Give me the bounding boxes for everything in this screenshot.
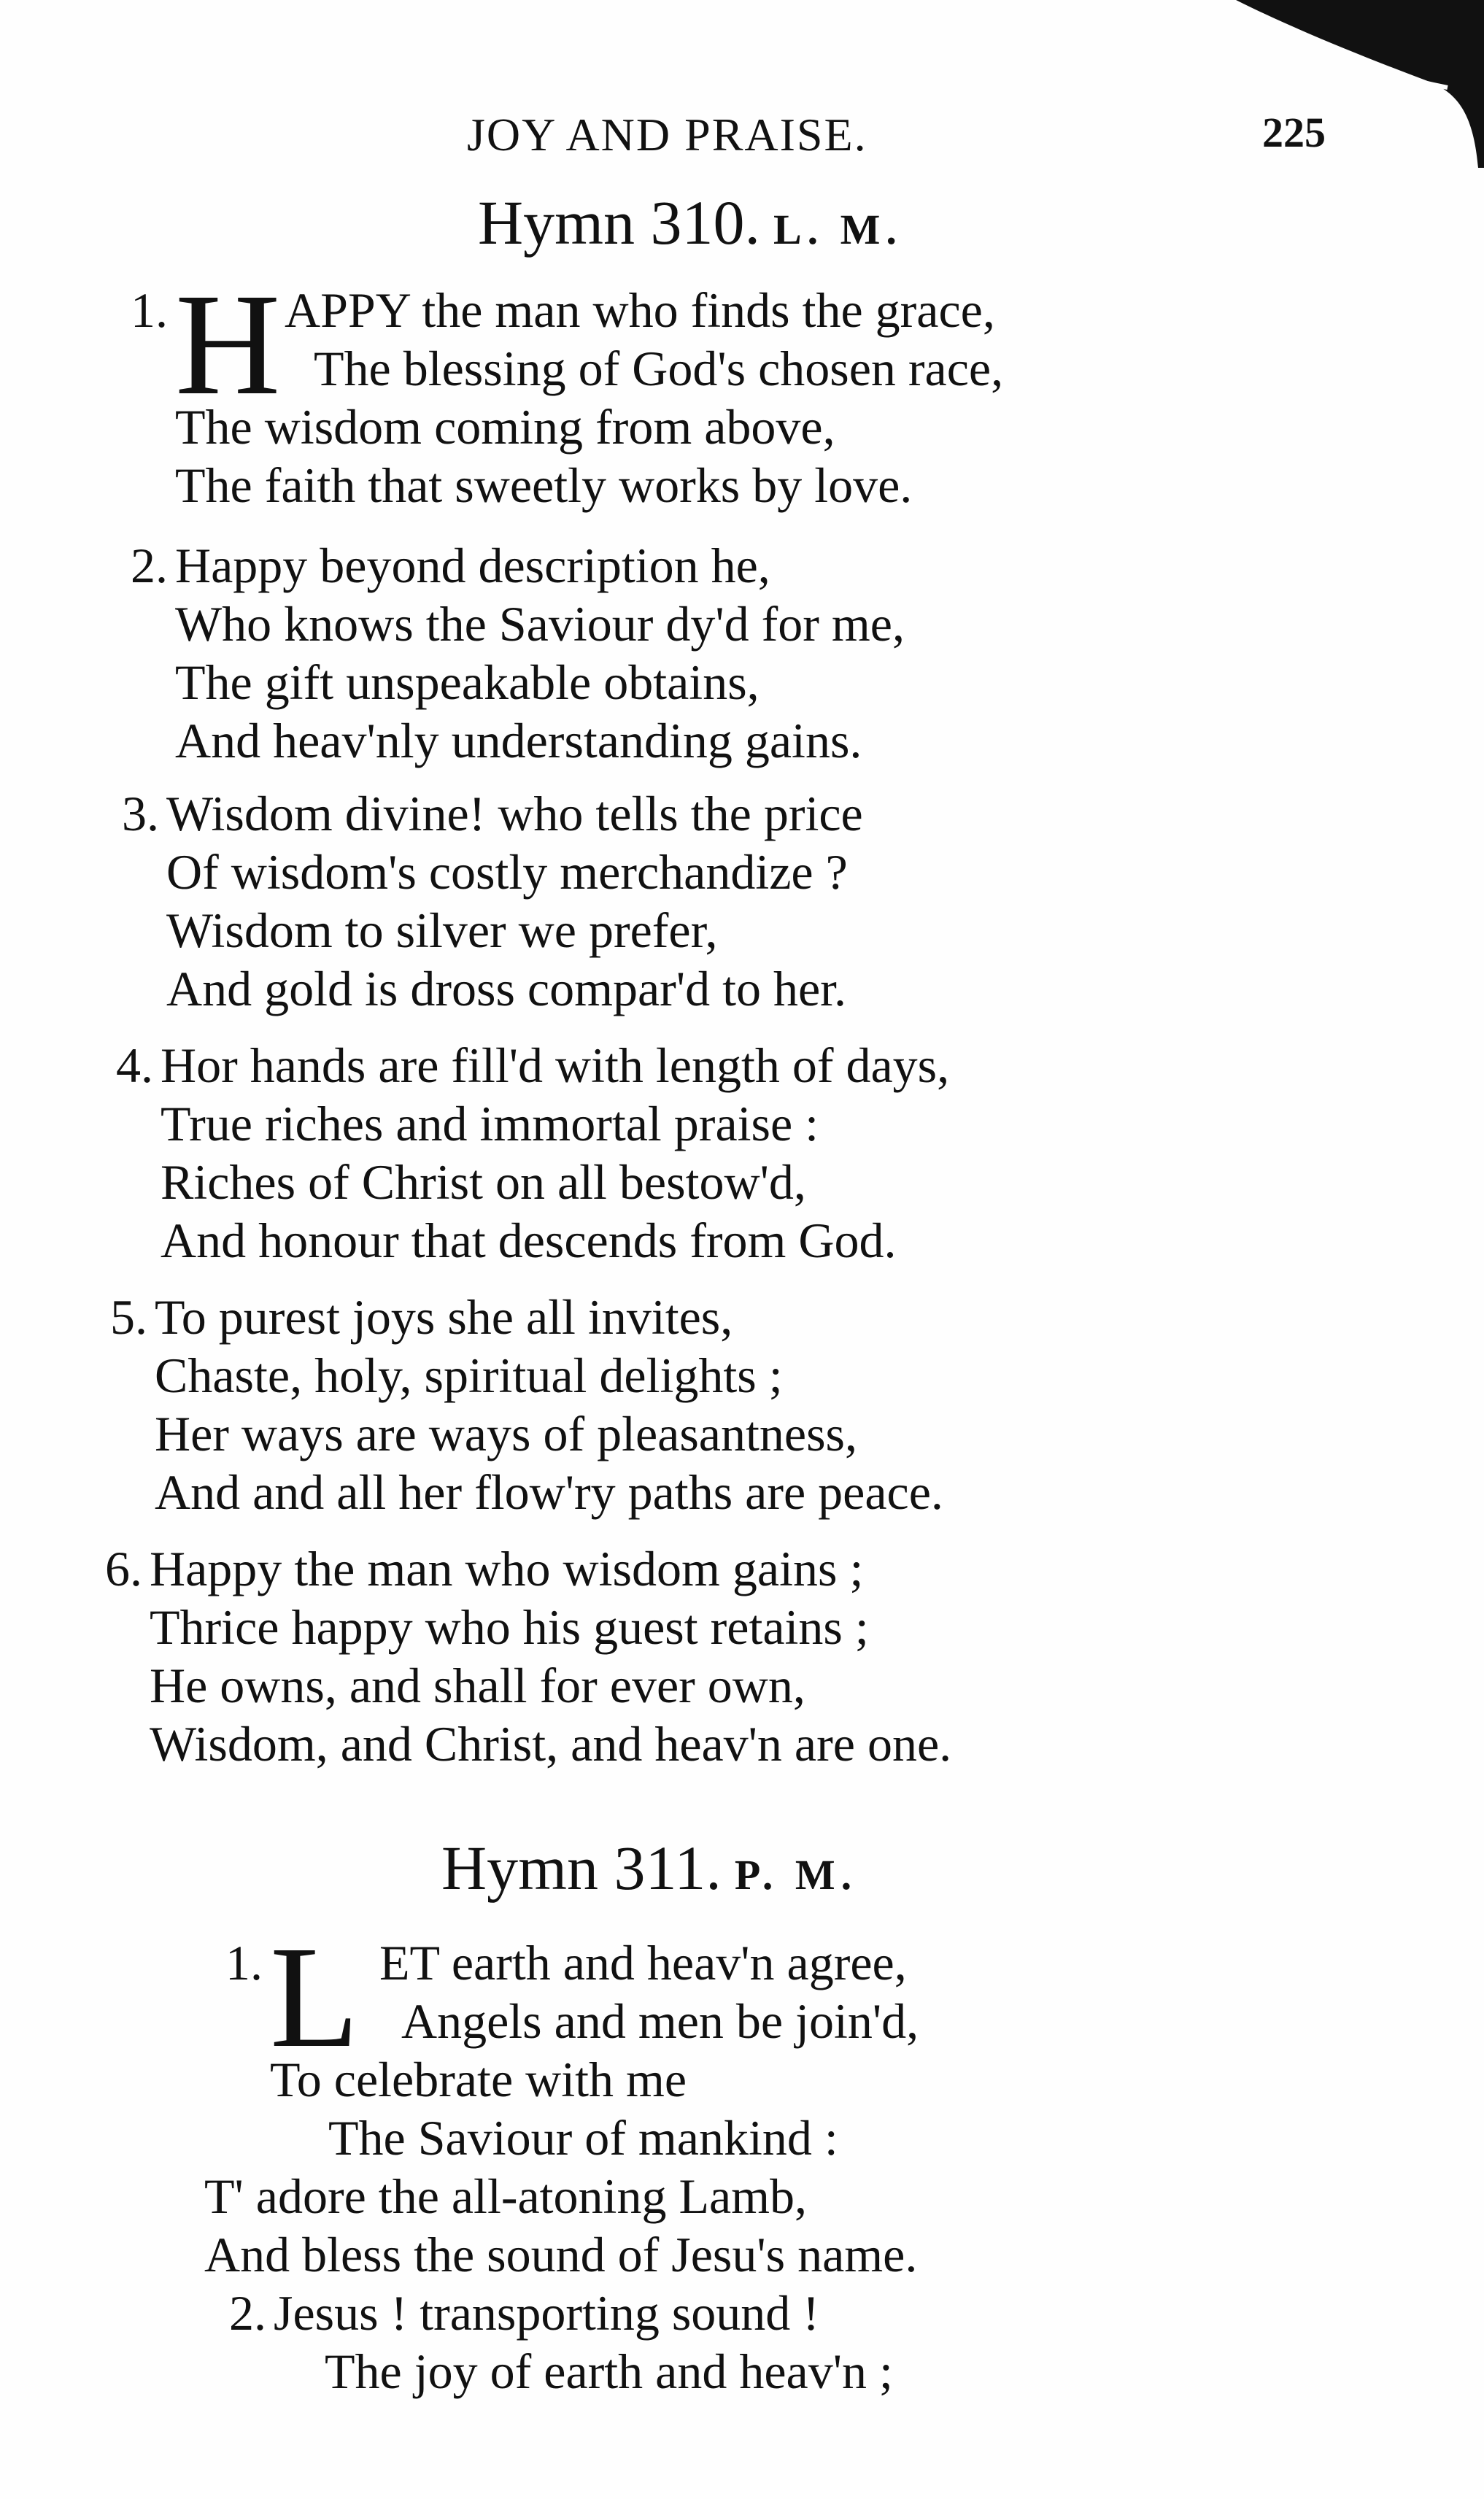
- stanza-line: ET earth and heav'n agree,: [379, 1935, 907, 1990]
- stanza-number: 1.: [225, 1935, 263, 1990]
- stanza-line: T' adore the all-atoning Lamb,: [204, 2168, 808, 2224]
- stanza-line: And and all her flow'ry paths are peace.: [155, 1464, 943, 1520]
- stanza-number: 1.: [131, 282, 168, 338]
- hymn-311-meter: P. M.: [734, 1851, 858, 1899]
- stanza-number: 2.: [229, 2285, 266, 2341]
- running-head: JOY AND PRAISE.: [467, 109, 867, 161]
- stanza-line: Happy beyond description he,: [175, 538, 770, 593]
- page-number: 225: [1262, 109, 1326, 156]
- drop-cap: H: [175, 264, 281, 425]
- stanza-line: And heav'nly understanding gains.: [175, 713, 862, 768]
- stanza-line: True riches and immortal praise :: [161, 1096, 819, 1151]
- stanza-line: Wisdom divine! who tells the price: [166, 786, 863, 841]
- stanza-line: The Saviour of mankind :: [328, 2110, 838, 2166]
- hymn-310-heading: Hymn 310.: [478, 188, 760, 258]
- stanza-line: Who knows the Saviour dy'd for me,: [175, 596, 905, 652]
- stanza-line: To purest joys she all invites,: [155, 1289, 733, 1345]
- stanza-line: APPY the man who finds the grace,: [285, 282, 995, 338]
- stanza-line: The wisdom coming from above,: [175, 399, 835, 455]
- hymn-311-title: [441, 1831, 857, 1904]
- stanza-line: Chaste, holy, spiritual delights ;: [155, 1348, 783, 1403]
- stanza-line: The blessing of God's chosen race,: [314, 341, 1004, 396]
- stanza-line: Happy the man who wisdom gains ;: [150, 1541, 864, 1596]
- stanza-line: Hor hands are fill'd with length of days,: [161, 1038, 950, 1093]
- page-edge-mark: [1207, 0, 1484, 190]
- stanza-line: The faith that sweetly works by love.: [175, 457, 913, 513]
- hymn-310-title: [478, 186, 903, 259]
- hymn-310-stanza-4: [116, 1036, 950, 1270]
- stanza-line: Angels and men be join'd,: [401, 1993, 919, 2049]
- drop-cap: L: [270, 1917, 360, 2078]
- stanza-line: Thrice happy who his guest retains ;: [150, 1599, 869, 1655]
- stanza-line: He owns, and shall for ever own,: [150, 1658, 805, 1713]
- stanza-line: Wisdom, and Christ, and heav'n are one.: [150, 1716, 952, 1772]
- stanza-line: Of wisdom's costly merchandize ?: [166, 844, 848, 900]
- stanza-number: 6.: [105, 1541, 142, 1596]
- hymn-310-stanza-1: [131, 264, 1004, 514]
- hymn-311-heading: Hymn 311.: [441, 1833, 722, 1903]
- hymn-310-stanza-2: [131, 536, 905, 770]
- stanza-line: Wisdom to silver we prefer,: [166, 903, 718, 958]
- hymn-310-stanza-3: [122, 784, 863, 1018]
- stanza-number: 4.: [116, 1038, 153, 1093]
- stanza-line: Jesus ! transporting sound !: [274, 2285, 819, 2341]
- stanza-line: To celebrate with me: [270, 2052, 687, 2107]
- hymn-311-stanza-1: [204, 1917, 919, 2284]
- hymn-310-meter: L. M.: [773, 206, 903, 253]
- stanza-line: And bless the sound of Jesu's name.: [204, 2227, 918, 2282]
- hymn-311-stanza-2: [229, 2284, 893, 2400]
- hymn-310-stanza-5: [110, 1288, 943, 1521]
- stanza-number: 5.: [110, 1289, 147, 1345]
- stanza-line: And gold is dross compar'd to her.: [166, 961, 847, 1016]
- stanza-line: The gift unspeakable obtains,: [175, 654, 760, 710]
- hymn-310-stanza-6: [105, 1540, 952, 1773]
- stanza-line: The joy of earth and heav'n ;: [325, 2344, 893, 2399]
- stanza-line: And honour that descends from God.: [161, 1213, 897, 1268]
- stanza-number: 3.: [122, 786, 159, 841]
- stanza-line: Her ways are ways of pleasantness,: [155, 1406, 857, 1461]
- stanza-line: Riches of Christ on all bestow'd,: [161, 1154, 806, 1210]
- stanza-number: 2.: [131, 538, 168, 593]
